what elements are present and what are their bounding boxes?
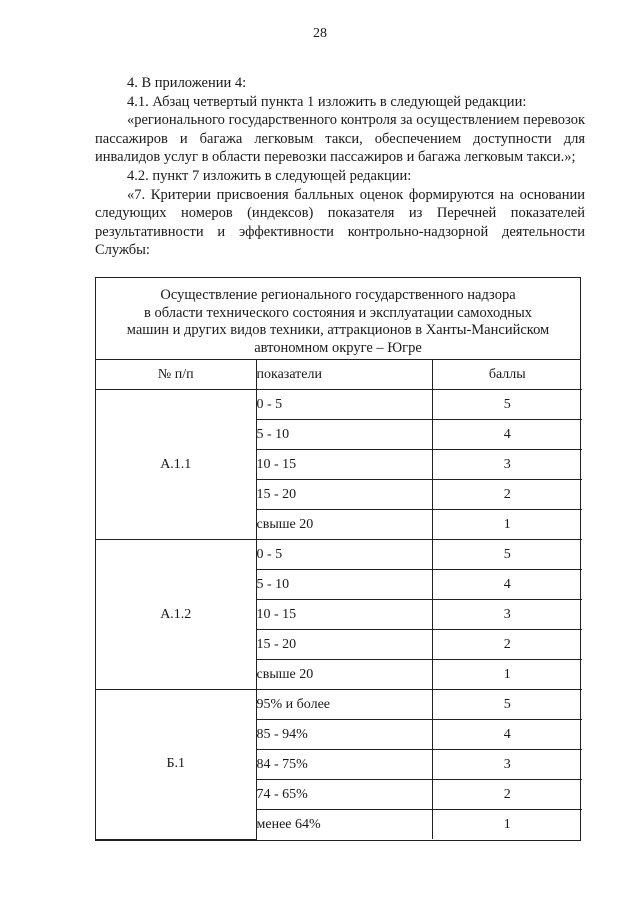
indicator-cell: 0 - 5: [256, 390, 432, 420]
indicator-cell: свыше 20: [256, 510, 432, 540]
indicator-cell: 10 - 15: [256, 450, 432, 480]
score-cell: 3: [432, 750, 582, 780]
table-caption-line: автономном округе – Югре: [254, 339, 422, 356]
table-caption: [96, 278, 580, 360]
page-number: 28: [313, 26, 327, 41]
indicator-cell: 15 - 20: [256, 630, 432, 660]
header-number: № п/п: [96, 360, 256, 390]
paragraph-4-2: 4.2. пункт 7 изложить в следующей редакции:: [127, 167, 412, 184]
score-cell: 2: [432, 480, 582, 510]
indicator-cell: менее 64%: [256, 810, 432, 840]
indicator-cell: 74 - 65%: [256, 780, 432, 810]
score-cell: 3: [432, 600, 582, 630]
table-caption-line: машин и других видов техники, аттракционов в Ханты-Мансийском: [126, 322, 550, 338]
document-body: [95, 74, 585, 260]
score-cell: 5: [432, 540, 582, 570]
group-number-cell: Б.1: [96, 690, 256, 840]
score-cell: 1: [432, 510, 582, 540]
paragraph-criteria: «7. Критерии присвоения балльных оценок формируются на основании следующих номеров (индексов) показателя из Перечней показателей результативности и эффективности контрольно-надзорной деятельности Службы:: [95, 186, 585, 259]
paragraph-quoted-control: «регионального государственного контроля за осуществлением перевозок пассажиров и багажа легковым такси, обеспечением доступности для инвалидов услуг в области перевозки пассажиров и багажа легковым такси.»;: [95, 112, 585, 166]
indicator-cell: 15 - 20: [256, 480, 432, 510]
score-cell: 4: [432, 570, 582, 600]
criteria-table-block: [95, 277, 581, 841]
paragraph-appendix-4: 4. В приложении 4:: [127, 75, 247, 91]
table-row: [96, 690, 582, 720]
score-cell: 5: [432, 390, 582, 420]
indicator-cell: 5 - 10: [256, 420, 432, 450]
indicator-cell: 85 - 94%: [256, 720, 432, 750]
score-cell: 4: [432, 420, 582, 450]
table-caption-line: Осуществление регионального государственного надзора: [160, 287, 516, 303]
score-cell: 4: [432, 720, 582, 750]
score-cell: 3: [432, 450, 582, 480]
table-row: [96, 390, 582, 420]
indicator-cell: свыше 20: [256, 660, 432, 690]
header-indicators: показатели: [256, 360, 432, 390]
paragraph-4-1: 4.1. Абзац четвертый пункта 1 изложить в следующей редакции:: [127, 93, 527, 110]
header-scores: баллы: [432, 360, 582, 390]
group-number-cell: А.1.2: [96, 540, 256, 690]
table-body: [96, 390, 582, 840]
indicator-cell: 84 - 75%: [256, 750, 432, 780]
score-cell: 1: [432, 660, 582, 690]
score-cell: 5: [432, 690, 582, 720]
score-cell: 2: [432, 780, 582, 810]
indicator-cell: 10 - 15: [256, 600, 432, 630]
criteria-table: [96, 360, 582, 840]
table-caption-line: в области технического состояния и эксплуатации самоходных: [143, 304, 533, 321]
indicator-cell: 5 - 10: [256, 570, 432, 600]
table-header-row: [96, 360, 582, 390]
score-cell: 1: [432, 810, 582, 840]
table-row: [96, 540, 582, 570]
indicator-cell: 0 - 5: [256, 540, 432, 570]
indicator-cell: 95% и более: [256, 690, 432, 720]
group-number-cell: А.1.1: [96, 390, 256, 540]
score-cell: 2: [432, 630, 582, 660]
